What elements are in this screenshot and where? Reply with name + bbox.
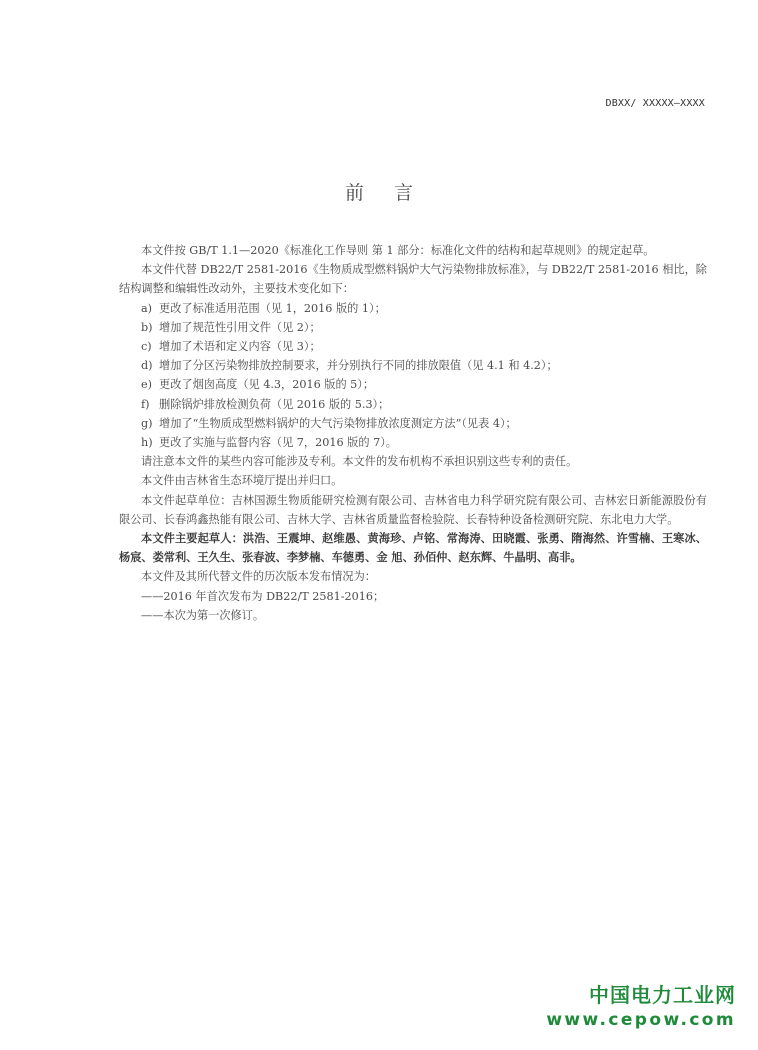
paragraph-replacement: 本文件代替 DB22/T 2581-2016《生物质成型燃料锅炉大气污染物排放标准》，与 DB22/T 2581-2016 相比，除结构调整和编辑性改动外，主要技术变化如下： [119,263,707,296]
list-item: e) 更改了烟囱高度（见 4.3，2016 版的 5）； [141,378,375,392]
history-item: ——本次为第一次修订。 [141,608,265,622]
foreword-body [119,241,707,625]
paragraph-history-intro: 本文件及其所代替文件的历次版本发布情况为： [141,570,376,584]
site-watermark [546,982,736,1032]
document-code: DBXX/ XXXXX—XXXX [605,98,705,109]
page-title: 前言 [344,182,443,204]
list-item: f) 删除锅炉排放检测负荷（见 2016 版的 5.3）； [141,397,390,411]
paragraph-drafting-rule: 本文件按 GB/T 1.1—2020《标准化工作导则 第 1 部分：标准化文件的结构和起草规则》的规定起草。 [141,244,655,257]
watermark-site-name: 中国电力工业网 [589,983,736,1007]
list-item: d) 增加了分区污染物排放控制要求，并分别执行不同的排放限值（见 4.1 和 4.2）； [141,359,558,373]
list-item: b) 增加了规范性引用文件（见 2）； [141,320,321,334]
paragraph-proposer: 本文件由吉林省生态环境厅提出并归口。 [141,474,343,488]
paragraph-drafting-units: 本文件起草单位：吉林国源生物质能研究检测有限公司、吉林省电力科学研究院有限公司、吉林宏日新能源股份有限公司、长春鸿鑫热能有限公司、吉林大学、吉林省质量监督检验院、长春特种设备检测研究院、东北电力大学。 [119,493,707,526]
list-item: g) 增加了“生物质成型燃料锅炉的大气污染物排放浓度测定方法”（见表 4）； [141,416,517,430]
list-item: a) 更改了标准适用范围（见 1，2016 版的 1）； [141,301,386,315]
paragraph-drafters: 本文件主要起草人：洪浩、王震坤、赵维愚、黄海珍、卢铭、常海涛、田晓霞、张勇、隋海然、许雪楠、王寒冰、杨宸、娄常利、王久生、张春波、李梦楠、车德勇、金 旭、孙佰仲、赵东辉、牛晶明、高非。 [119,531,707,565]
list-item: h) 更改了实施与监督内容（见 7，2016 版的 7）。 [141,436,397,450]
paragraph-patent-notice: 请注意本文件的某些内容可能涉及专利。本文件的发布机构不承担识别这些专利的责任。 [141,455,578,469]
changes-list [119,299,707,453]
list-item: c) 增加了术语和定义内容（见 3）； [141,340,321,354]
history-item: ——2016 年首次发布为 DB22/T 2581-2016； [141,589,385,603]
watermark-site-url: www.cepow.com [546,1010,736,1030]
